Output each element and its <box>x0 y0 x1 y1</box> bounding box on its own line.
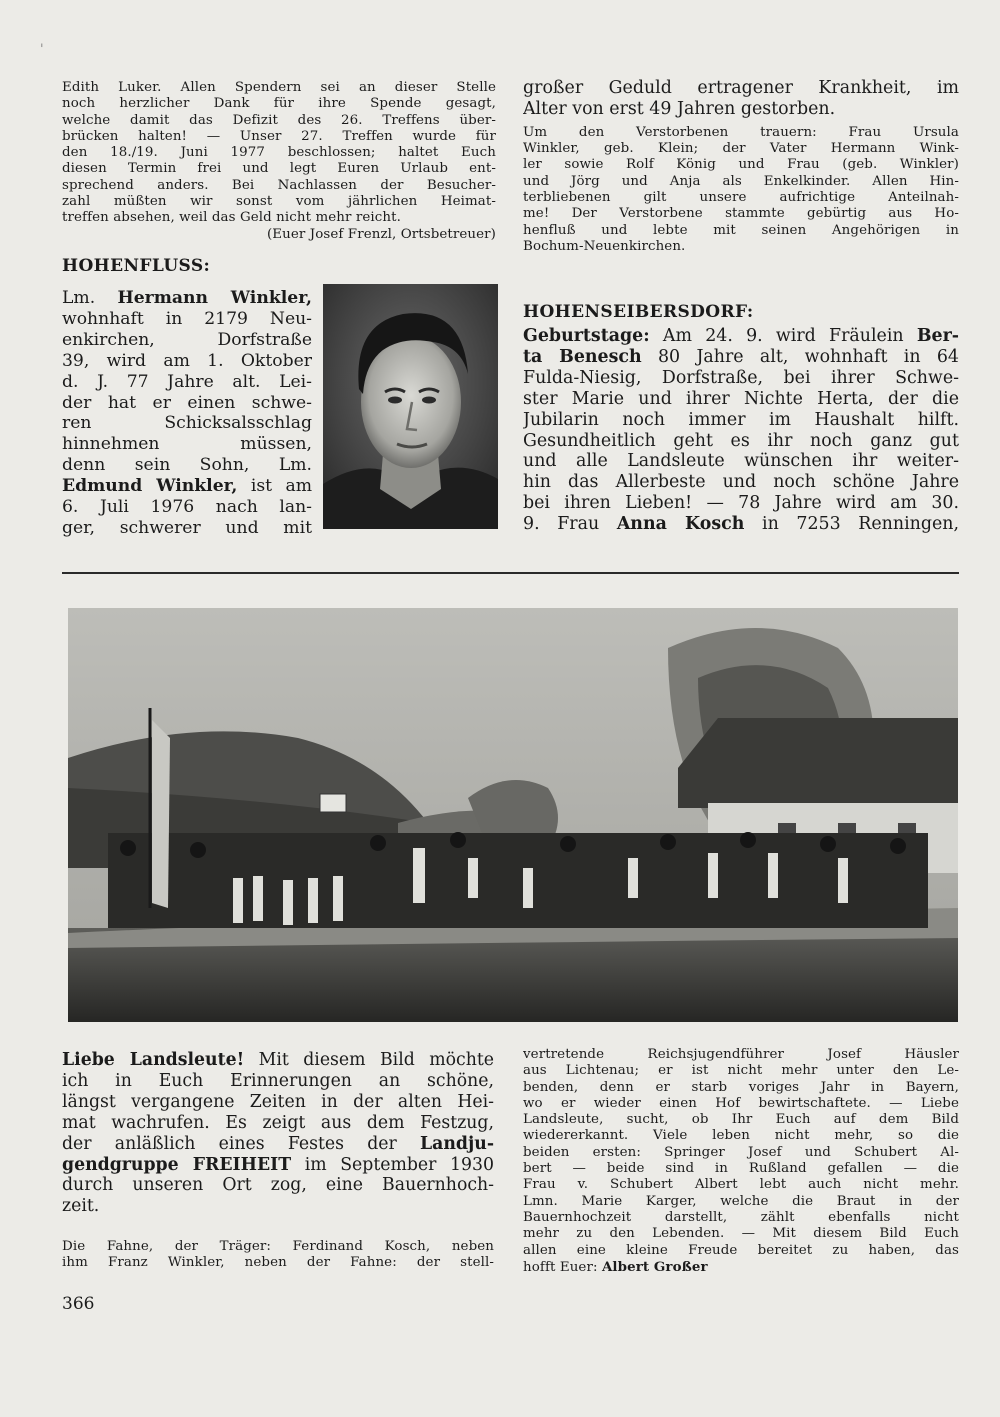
text-line: beiden ersten: Springer Josef und Schubert Al- <box>523 1144 959 1160</box>
heading-hohenfluss: HOHENFLUSS: <box>62 256 211 276</box>
text-line: großer Geduld ertragener Krankheit, im <box>523 78 959 98</box>
text-line <box>523 326 959 347</box>
text-line <box>62 1134 494 1155</box>
person-name: Edmund Winkler, <box>62 476 238 497</box>
text-span: Am 24. 9. wird Fräulein <box>662 326 904 346</box>
text-line: vertretende Reichsjugendführer Josef Häusler <box>523 1047 959 1062</box>
caption-left <box>62 1239 494 1272</box>
heading-hohenseibersdorf: HOHENSEIBERSDORF: <box>523 302 754 322</box>
portrait-photo <box>323 284 498 529</box>
text-line: Um den Verstorbenen trauern: Frau Ursula <box>523 124 959 140</box>
text-line: Alter von erst 49 Jahren gestorben. <box>523 98 836 119</box>
text-line: Gesundheitlich geht es ihr noch ganz gut <box>523 430 959 451</box>
text-line: d. J. 77 Jahre alt. Lei- <box>62 371 312 392</box>
left-column-text <box>62 80 496 243</box>
text-line: ger, schwerer und mit <box>62 517 312 538</box>
text-span: denn sein Sohn, <box>62 455 250 476</box>
text-line: und alle Landsleute wünschen ihr weiter- <box>523 451 959 472</box>
text-line: henfluß und lebte mit seinen Angehörigen in <box>523 222 959 238</box>
text-line: mat wachrufen. Es zeigt aus dem Festzug, <box>62 1112 494 1133</box>
bottom-left-text <box>62 1050 494 1217</box>
text-line: längst vergangene Zeiten in der alten Hei- <box>62 1091 494 1112</box>
text-line: hin das Allerbeste und noch schöne Jahre <box>523 472 959 493</box>
text-line: enkirchen, Dorfstraße <box>62 329 312 350</box>
text-line: noch herzlicher Dank für ihre Spende gesagt, <box>62 96 496 112</box>
caption-right <box>523 1047 959 1276</box>
person-name: Ber- <box>916 326 959 346</box>
text-line: wo er wieder einen Hof bewirtschaftete. — Liebe <box>523 1095 959 1111</box>
text-span: Lm. <box>278 455 312 476</box>
text-line: brücken halten! — Unser 27. Treffen wurde für <box>62 128 496 144</box>
author-name: Albert Großer <box>601 1258 708 1275</box>
page-number: 366 <box>62 1294 95 1314</box>
text-line <box>62 1155 494 1176</box>
right-column-text <box>523 78 959 255</box>
text-span: Mit diesem Bild möchte <box>258 1050 494 1070</box>
text-line <box>62 455 312 476</box>
text-line: zeit. <box>62 1196 100 1217</box>
text-line <box>62 288 312 309</box>
text-line: diesen Termin frei und legt Euren Urlaub ent- <box>62 161 496 177</box>
group-name: Landju- <box>420 1133 494 1154</box>
text-line <box>523 347 959 368</box>
text-line: Bauernhochzeit darstellt, zählt ebenfalls nicht <box>523 1209 959 1225</box>
text-span: ist am <box>250 476 312 497</box>
greeting: Liebe Landsleute! <box>62 1050 245 1070</box>
text-line: wiedererkannt. Viele leben nicht mehr, so die <box>523 1128 959 1144</box>
text-span: 80 Jahre alt, wohnhaft in 64 <box>657 346 959 367</box>
text-line: Landsleute, sucht, ob Ihr Euch auf dem Bild <box>523 1112 959 1128</box>
festival-image <box>68 608 958 1022</box>
group-name: gendgruppe FREIHEIT <box>62 1154 292 1175</box>
text-line: benden, denn er starb voriges Jahr in Bayern, <box>523 1079 959 1095</box>
text-line: Winkler, geb. Klein; der Vater Hermann Wink- <box>523 141 959 157</box>
text-line: aus Lichtenau; er ist nicht mehr unter den Le- <box>523 1063 959 1079</box>
text-line <box>62 476 312 497</box>
text-line: me! Der Verstorbene stammte gebürtig aus Ho- <box>523 206 959 222</box>
text-line: terbliebenen gilt unsere aufrichtige Anteilnah- <box>523 190 959 205</box>
text-line: Jubilarin noch immer im Haushalt hilft. <box>523 409 959 430</box>
text-line: ler sowie Rolf König und Frau (geb. Winkler) <box>523 157 959 173</box>
text-line: 39, wird am 1. Oktober <box>62 350 312 371</box>
text-line: Lmn. Marie Karger, welche die Braut in der <box>523 1193 959 1209</box>
text-line: welche damit das Defizit des 26. Treffens über- <box>62 112 496 128</box>
text-line: wohnhaft in 2179 Neu- <box>62 308 312 329</box>
text-line: ich in Euch Erinnerungen an schöne, <box>62 1070 494 1091</box>
person-name: ta Benesch <box>523 346 642 367</box>
text-line: den 18./19. Juni 1977 beschlossen; haltet Euch <box>62 145 496 161</box>
text-line: sprechend anders. Bei Nachlassen der Besucher- <box>62 177 496 193</box>
text-span: Lm. <box>62 288 96 308</box>
seibersdorf-text <box>523 326 959 535</box>
text-line: hinnehmen müssen, <box>62 434 312 455</box>
text-line <box>62 1050 494 1071</box>
text-line: ihm Franz Winkler, neben der Fahne: der stell- <box>62 1255 494 1271</box>
text-line <box>523 514 959 535</box>
signature-frenzl: (Euer Josef Frenzl, Ortsbetreuer) <box>266 226 496 242</box>
text-line: Die Fahne, der Träger: Ferdinand Kosch, neben <box>62 1239 494 1254</box>
text-line: ren Schicksalsschlag <box>62 413 312 434</box>
person-name: Hermann Winkler, <box>117 288 312 308</box>
text-line: Bochum-Neuenkirchen. <box>523 238 686 254</box>
text-span: hofft Euer: <box>523 1259 598 1275</box>
signoff-line <box>523 1259 959 1276</box>
text-line: der hat er einen schwe- <box>62 392 312 413</box>
text-line: ster Marie und ihrer Nichte Herta, der die <box>523 388 959 409</box>
scan-dot: ' <box>40 42 44 57</box>
text-span: 9. Frau <box>523 514 600 535</box>
label-bold: Geburtstage: <box>523 326 650 346</box>
festival-photo <box>68 608 958 1022</box>
text-line: Edith Luker. Allen Spendern sei an dieser Stelle <box>62 80 496 95</box>
text-line: treffen absehen, weil das Geld nicht mehr reicht. <box>62 210 401 226</box>
text-line: zahl müßten wir sonst vom jährlichen Heimat- <box>62 194 496 210</box>
text-span: im September 1930 <box>304 1154 494 1175</box>
person-name: Anna Kosch <box>616 514 745 535</box>
text-line: 6. Juli 1976 nach lan- <box>62 497 312 518</box>
portrait-image <box>323 284 498 529</box>
text-line: mehr zu den Lebenden. — Mit diesem Bild Euch <box>523 1226 959 1242</box>
section-divider <box>62 572 959 574</box>
text-group <box>523 78 959 120</box>
text-line: allen eine kleine Freude bereitet zu haben, das <box>523 1242 959 1258</box>
text-span: in 7253 Renningen, <box>762 514 959 535</box>
winkler-text <box>62 288 312 539</box>
text-line: und Jörg und Anja als Enkelkinder. Allen Hin- <box>523 173 959 189</box>
text-line: Frau v. Schubert Albert lebt auch nicht mehr. <box>523 1177 959 1193</box>
text-line: bert — beide sind in Rußland gefallen — die <box>523 1161 959 1177</box>
text-line: Fulda-Niesig, Dorfstraße, bei ihrer Schwe- <box>523 367 959 388</box>
text-line: durch unseren Ort zog, eine Bauernhoch- <box>62 1175 494 1196</box>
text-span: der anläßlich eines Festes der <box>62 1133 397 1154</box>
text-line: bei ihren Lieben! — 78 Jahre wird am 30. <box>523 493 959 514</box>
text-group <box>523 125 959 255</box>
